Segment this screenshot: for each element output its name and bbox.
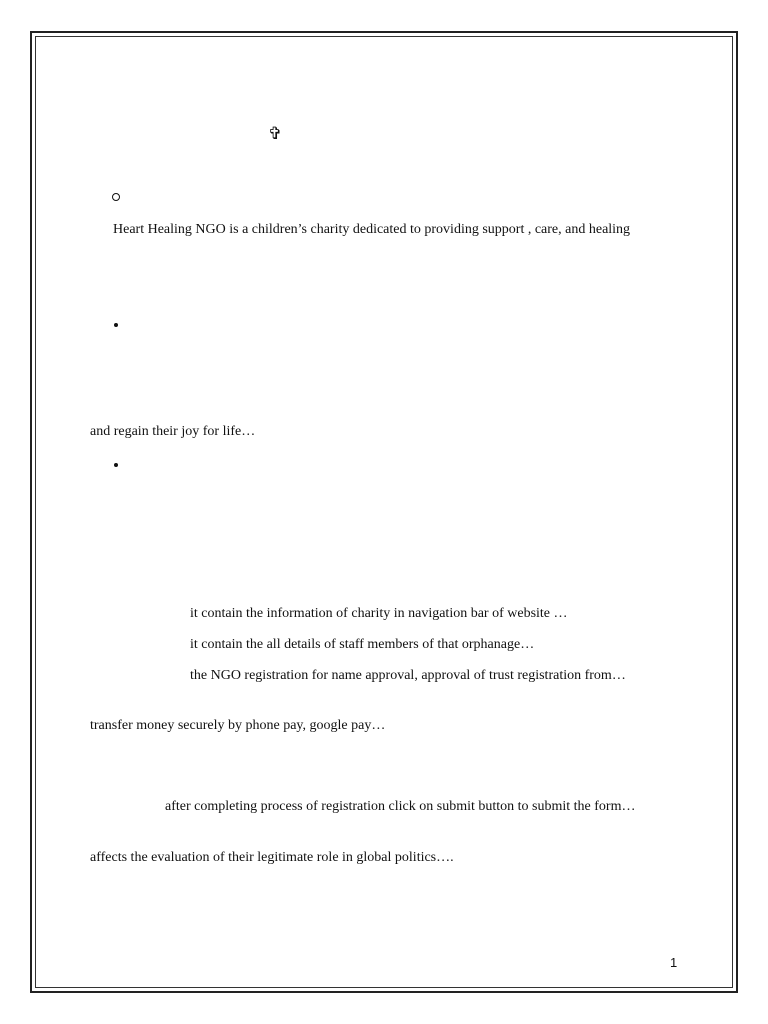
submit-line: after completing process of registration click on submit button to submit the form…: [165, 799, 636, 814]
affects-line: affects the evaluation of their legitimate role in global politics….: [90, 850, 454, 865]
transfer-line: transfer money securely by phone pay, google pay…: [90, 718, 386, 733]
registration-line: the NGO registration for name approval, approval of trust registration from…: [190, 668, 626, 683]
bullet-dot-icon: [114, 323, 118, 327]
staff-info-line: it contain the all details of staff members of that orphanage…: [190, 637, 535, 652]
page-border-inner: [35, 36, 733, 988]
bullet-dot-icon: [114, 463, 118, 467]
regain-paragraph: and regain their joy for life…: [90, 424, 256, 439]
circle-bullet-icon: [112, 193, 120, 201]
intro-paragraph: Heart Healing NGO is a children’s charity dedicated to providing support , care, and healing: [113, 222, 631, 237]
nav-info-line: it contain the information of charity in navigation bar of website …: [190, 606, 568, 621]
page-number: 1: [670, 955, 678, 970]
cross-icon: ✞: [268, 124, 283, 144]
